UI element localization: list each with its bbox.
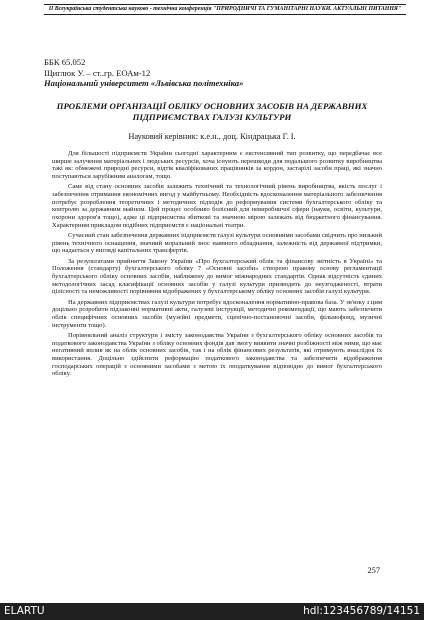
article-title: ПРОБЛЕМИ ОРГАНІЗАЦІЇ ОБЛІКУ ОСНОВНИХ ЗАСОБІВ НА ДЕРЖАВНИХ ПІДПРИЄМСТВАХ ГАЛУЗІ КУЛЬТУРИ <box>56 101 368 122</box>
supervisor-line: Науковий керівник: к.е.н., доц. Кіндрацька Г. І. <box>128 132 296 141</box>
handle-id: hdl:123456789/14151 <box>303 605 420 617</box>
paragraph: Саме від стану основних засобів залежить технічний та технологічний рівень виробництва, якість послуг і забезпечення отримання економічних вигод у майбутньому. Необхідність вдосконалення матеріального забезпечення потребує розроблення теоретичних і методичних підходів до реформування системи бухгалтерського обліку та контролю за державним майном. Цей процес особливо болісний для невиробничої сфери (науки, освіти, культури, охорони здоров'я тощо), адже ці підприємства збиткові та значною мірою залежать від бюджетного фінансування. Характерним прикладом подібних підприємств є національні театри. <box>52 183 382 229</box>
paragraph: Порівняльний аналіз структури і змісту законодавства України з бухгалтерського обліку основних засобів та податкового законодавства України з обліку основних фондів дав змогу виявити значні розбіжності між ними, що має негативний вплив як на облік основних засобів, так і на облік фінансових результатів, які отримують внаслідок їх використання. Доцільно здійснити реформацію податкового законодавства та забезпечити відображення господарських операцій з основними засобами з метою їх оподаткування відповідно до вимог бухгалтерського обліку. <box>52 331 382 378</box>
article-body <box>52 150 382 381</box>
conference-header: ІІ Всеукраїнська студентська науково - технічна конференція "ПРИРОДНИЧІ ТА ГУМАНІТАРНІ НАУКИ. АКТУАЛЬНІ ПИТАННЯ" <box>44 4 406 15</box>
viewer-footer-bar <box>0 603 424 620</box>
paragraph: На державних підприємствах галузі культури потребує вдосконалення нормативно-правова база. У зв'язку з цим доцільно розробити підзаконні нормативні акти, галузеві інструкції, методичні рекомендації, що мають забезпечити облік специфічних основних засобів (музейні предмети, сценічно-постановочні засоби, фільмофонд, музичні інструменти тощо). <box>52 298 382 329</box>
university-line: Національний університет «Львівська політехніка» <box>44 78 244 89</box>
paragraph: Для більшості підприємств України сьогодні характерним є екстенсивний тип розвитку, що передбачає все ширше залучення матеріальних і людських ресурсів, хоча існують перешкоди для подальшого розвитку виробництва такі як: обмежені природні ресурси, відтік кваліфікованих працівників за кордон, застарілі засоби праці, які значно поступаються зарубіжним аналогам, тощо. <box>52 150 382 181</box>
paragraph: Сучасний стан забезпечення державних підприємств галузі культури основними засобами свідчить про низький рівень технічного оснащення, значний моральний знос наявного обладнання, залежність від державної підтримки, що надається у вигляді капітальних трансфертів. <box>52 232 382 255</box>
repository-name: ELARTU <box>4 605 45 617</box>
article-meta <box>44 57 243 89</box>
paragraph: За результатами прийняття Закону України «Про бухгалтерський облік та фінансову звітність в Україні» та Положення (стандарту) бухгалтерського обліку 7 «Основні засоби» створено правову основу регламентації бухгалтерського обліку основних засобів, наближену до вимог міжнародних стандартів. Однак відсутність єдиних методологічних засад класифікації основних засобів у галузі культури призводить до неузгодженості, втрати цілісності та неможливості порівняння відображених у бухгалтерському обліку основних засобів галузі культури. <box>52 257 382 296</box>
author-line: Щиглюк У. – ст..гр. ЕОАм-12 <box>44 67 151 78</box>
bbk-code: ББК 65.052 <box>44 57 86 67</box>
page-number: 257 <box>367 566 380 575</box>
